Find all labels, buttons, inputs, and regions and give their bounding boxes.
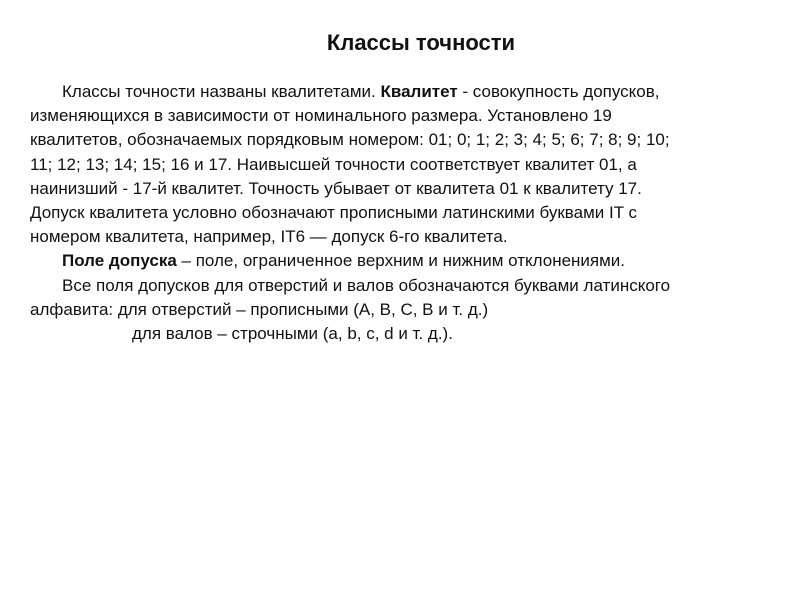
text-segment: – поле, ограниченное верхним и нижним отклонениями. [176,251,626,271]
paragraph-1-line-2: изменяющихся в зависимости от номинального размера. Установлено 19 [30,106,612,126]
paragraph-1-line-3: квалитетов, обозначаемых порядковым номером: 01; 0; 1; 2; 3; 4; 5; 6; 7; 8; 9; 10; [30,130,670,150]
text-segment: - совокупность допусков, [457,82,660,101]
paragraph-1-line-6: Допуск квалитета условно обозначают прописными латинскими буквами IT с [30,203,637,223]
term-kvalitet: Квалитет [380,82,458,101]
paragraph-3-line-1: Все поля допусков для отверстий и валов обозначаются буквами латинского [62,275,671,295]
paragraph-1-line-7: номером квалитета, например, IT6 — допуск 6-го квалитета. [30,227,508,247]
body-text [30,80,790,346]
paragraph-3-line-2: алфавита: для отверстий – прописными (А, В, С, В и т. д.) [30,299,489,319]
paragraph-2 [30,249,790,273]
paragraph-1-line-4: 11; 12; 13; 14; 15; 16 и 17. Наивысшей точности соответствует квалитет 01, а [30,154,637,174]
term-pole-dopuska: Поле допуска [62,251,177,271]
page-title: Классы точности [326,30,516,55]
paragraph-1-line-1 [30,80,790,104]
paragraph-3-line-3: для валов – строчными (a, b, c, d и т. д.). [132,324,453,344]
text-segment: Классы точности названы квалитетами. [62,82,381,101]
paragraph-1-line-5: наинизший - 17-й квалитет. Точность убывает от квалитета 01 к квалитету 17. [30,178,642,198]
